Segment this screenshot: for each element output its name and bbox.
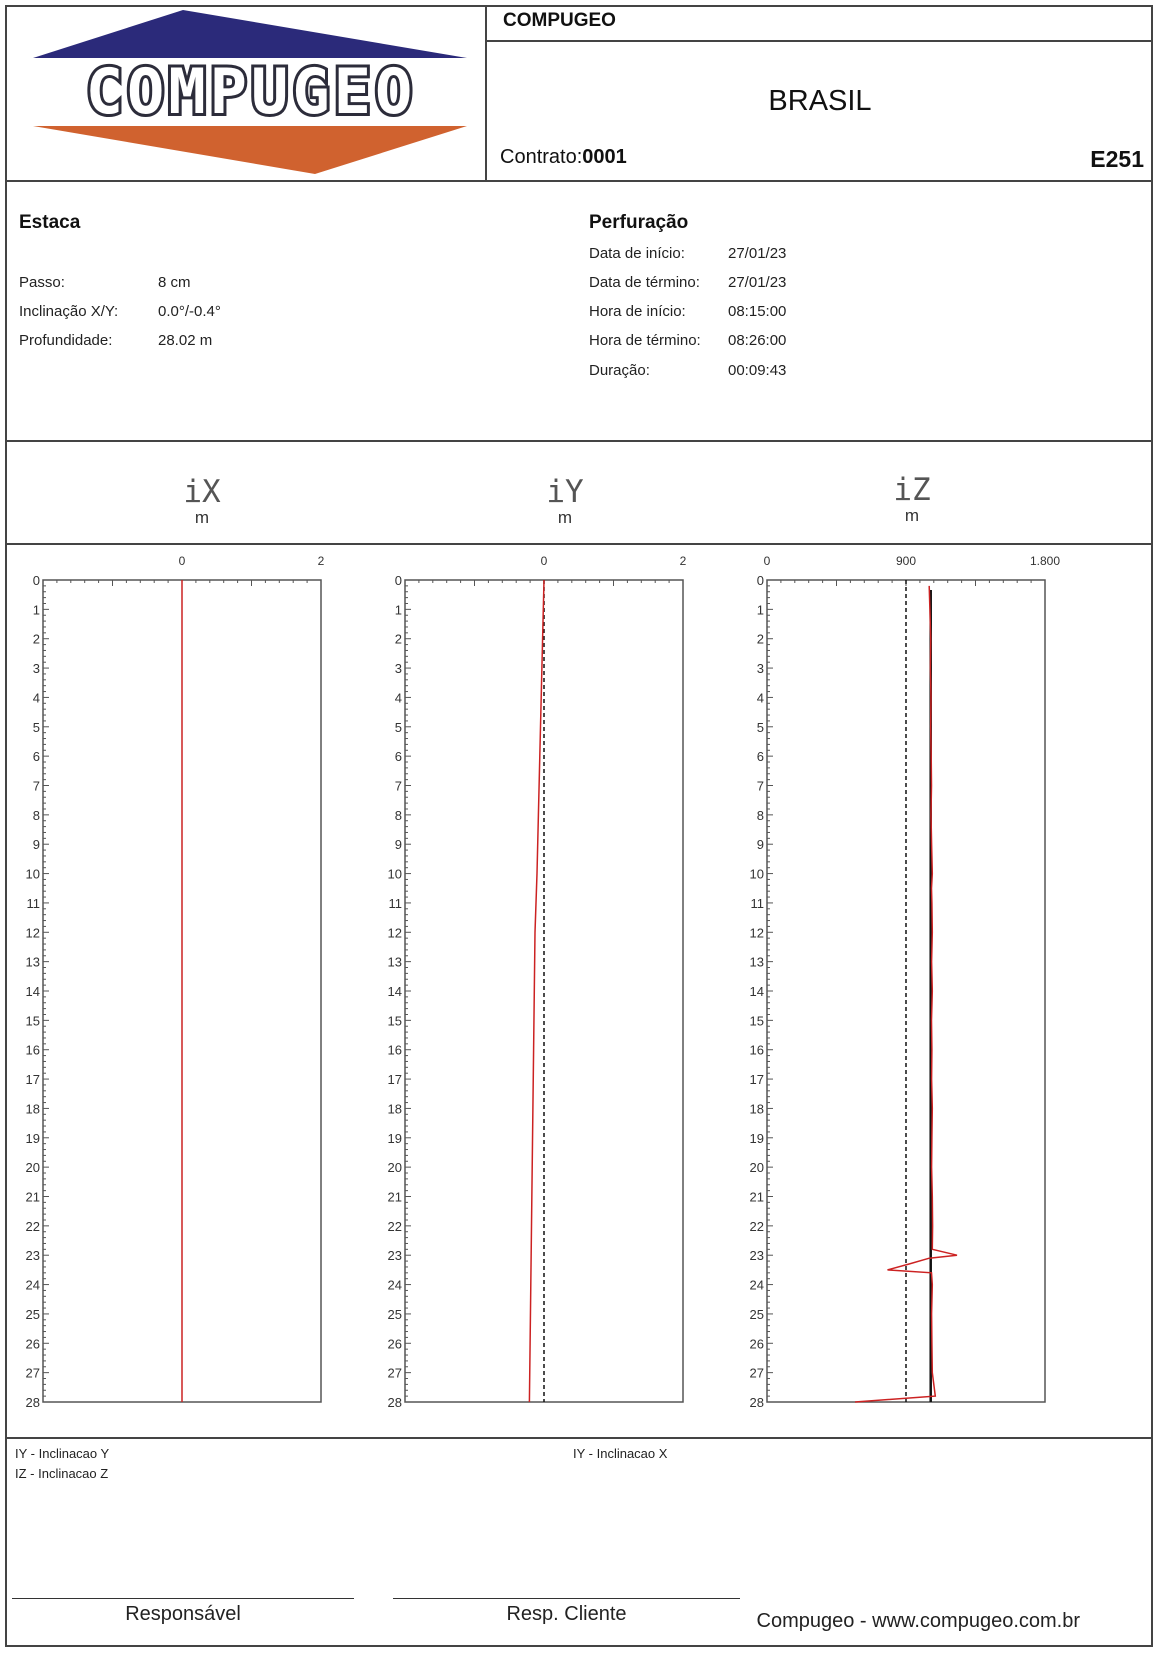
chart-iy-x-tick-label: 2 (679, 554, 687, 568)
footer-website: Compugeo - www.compugeo.com.br (756, 1610, 1080, 1632)
perfuracao-title: Perfuração (589, 212, 689, 233)
chart-iy-y-tick-label: 20 (387, 1160, 402, 1176)
estaca-label-profundidade: Profundidade: (19, 332, 113, 349)
chart-iy-frame (405, 580, 683, 1402)
chart-ix-y-tick-label: 20 (25, 1160, 40, 1176)
chart-iy-y-tick-label: 5 (394, 719, 402, 735)
perfuracao-value-duracao: 00:09:43 (728, 362, 787, 379)
chart-iy-y-tick-label: 17 (387, 1072, 402, 1088)
chart-iy-y-tick-label: 15 (387, 1013, 402, 1029)
chart-iz-y-tick-label: 1 (756, 602, 764, 618)
graph-bottom-rule (5, 1437, 1153, 1439)
chart-iz-y-tick-label: 22 (749, 1218, 764, 1234)
chart-iz-x-tick-label: 1.800 (1029, 554, 1061, 568)
company-name: COMPUGEO (503, 10, 616, 31)
info-bottom-rule (5, 440, 1153, 442)
chart-iy-y-tick-label: 18 (387, 1101, 402, 1117)
chart-iy-y-tick-label: 22 (387, 1218, 402, 1234)
graph-unit-iy: m (557, 508, 573, 527)
perfuracao-value-hora-termino: 08:26:00 (728, 332, 787, 349)
chart-iy-y-tick-label: 13 (387, 954, 402, 970)
chart-iy-y-tick-label: 27 (387, 1365, 402, 1381)
header-bottom-rule (5, 180, 1153, 182)
chart-iy-y-tick-label: 3 (394, 661, 402, 677)
chart-iy-y-tick-label: 28 (387, 1395, 402, 1410)
perfuracao-label-duracao: Duração: (589, 362, 650, 379)
chart-iy-y-tick-label: 21 (387, 1189, 402, 1205)
chart-iz-y-tick-label: 7 (756, 778, 764, 794)
legend-line-1: IY - Inclinacao Y (15, 1446, 110, 1461)
chart-iy-x-tick-label: 0 (540, 554, 548, 568)
chart-iy-y-tick-label: 14 (387, 984, 402, 999)
perfuracao-value-data-inicio: 27/01/23 (728, 245, 787, 262)
estaca-label-inclinacao: Inclinação X/Y: (19, 303, 119, 320)
chart-iz-y-tick-label: 9 (756, 837, 764, 853)
estaca-label-passo: Passo: (19, 274, 65, 291)
chart-ix-y-tick-label: 11 (26, 895, 40, 911)
signature-line-cliente (393, 1598, 740, 1599)
chart-iz-y-tick-label: 26 (749, 1336, 764, 1352)
chart-iy-y-tick-label: 1 (394, 602, 402, 618)
chart-iz-y-tick-label: 2 (756, 631, 764, 647)
signature-label-cliente: Resp. Cliente (506, 1603, 627, 1625)
chart-iz-y-tick-label: 0 (756, 573, 764, 588)
header-divider-company (485, 40, 1153, 42)
chart-ix-y-tick-label: 13 (25, 954, 40, 970)
graph-title-iy: iY (546, 474, 584, 510)
chart-iz-y-tick-label: 12 (749, 925, 764, 941)
chart-ix-y-tick-label: 15 (25, 1013, 40, 1029)
estaca-title: Estaca (19, 212, 81, 233)
logo-text: COMPUGEO (85, 55, 417, 128)
chart-ix-y-tick-label: 12 (25, 925, 40, 941)
chart-ix-y-tick-label: 8 (32, 807, 40, 823)
chart-iy-y-tick-label: 26 (387, 1336, 402, 1352)
chart-iy-y-tick-label: 9 (394, 837, 402, 853)
chart-ix-y-tick-label: 24 (25, 1277, 40, 1293)
chart-ix-y-tick-label: 10 (25, 866, 40, 882)
chart-iy-y-tick-label: 19 (387, 1130, 402, 1146)
perfuracao-label-hora-inicio: Hora de início: (589, 303, 686, 320)
perfuracao-label-hora-termino: Hora de término: (589, 332, 701, 349)
chart-iz-y-tick-label: 8 (756, 807, 764, 823)
chart-iy-y-tick-label: 7 (394, 778, 402, 794)
chart-iy-y-tick-label: 0 (394, 573, 402, 588)
inclination-charts (0, 545, 1160, 1435)
chart-iz-y-tick-label: 4 (756, 690, 764, 706)
chart-ix-y-tick-label: 21 (25, 1189, 40, 1205)
chart-iy-y-tick-label: 4 (394, 690, 402, 706)
perfuracao-label-data-inicio: Data de início: (589, 245, 685, 262)
legend-line-2: IZ - Inclinacao Z (15, 1466, 109, 1481)
chart-ix-y-tick-label: 4 (32, 690, 40, 706)
chart-ix-y-tick-label: 14 (25, 984, 40, 999)
chart-iy-y-tick-label: 16 (387, 1042, 402, 1058)
chart-iz-y-tick-label: 28 (749, 1395, 764, 1410)
country-name: BRASIL (768, 85, 872, 117)
chart-iy-y-tick-label: 23 (387, 1248, 402, 1264)
chart-ix-y-tick-label: 18 (25, 1101, 40, 1117)
chart-iz-y-tick-label: 17 (749, 1072, 764, 1088)
contract-value: 0001 (582, 146, 627, 168)
chart-ix-y-tick-label: 23 (25, 1248, 40, 1264)
chart-iz-y-tick-label: 13 (749, 954, 764, 970)
chart-ix-x-tick-label: 0 (178, 554, 186, 568)
chart-ix-y-tick-label: 25 (25, 1306, 40, 1322)
chart-ix-y-tick-label: 19 (25, 1130, 40, 1146)
chart-iy-y-tick-label: 10 (387, 866, 402, 882)
estaca-value-profundidade: 28.02 m (158, 332, 213, 349)
chart-iz-y-tick-label: 15 (749, 1013, 764, 1029)
chart-iy-y-tick-label: 2 (394, 631, 402, 647)
chart-iz-y-tick-label: 18 (749, 1101, 764, 1117)
chart-iy-y-tick-label: 25 (387, 1306, 402, 1322)
header-divider-vertical (485, 5, 487, 182)
chart-ix-y-tick-label: 1 (32, 602, 40, 618)
perfuracao-value-data-termino: 27/01/23 (728, 274, 787, 291)
contract-label: Contrato: (500, 146, 583, 168)
chart-ix-y-tick-label: 27 (25, 1365, 40, 1381)
graph-unit-ix: m (194, 508, 210, 527)
estaca-value-inclinacao: 0.0°/-0.4° (158, 303, 221, 320)
chart-ix-x-tick-label: 2 (317, 554, 325, 568)
chart-iz-y-tick-label: 6 (756, 749, 764, 765)
chart-ix-y-tick-label: 0 (32, 573, 40, 588)
contract (500, 146, 627, 169)
chart-iz-y-tick-label: 5 (756, 719, 764, 735)
chart-iy-y-tick-label: 24 (387, 1277, 402, 1293)
signature-line-responsavel (12, 1598, 354, 1599)
chart-iz-frame (767, 580, 1045, 1402)
compugeo-logo (25, 8, 480, 178)
chart-ix-y-tick-label: 16 (25, 1042, 40, 1058)
chart-ix-y-tick-label: 6 (32, 749, 40, 765)
chart-ix-y-tick-label: 17 (25, 1072, 40, 1088)
chart-iy-y-tick-label: 6 (394, 749, 402, 765)
chart-iz-x-tick-label: 900 (895, 554, 917, 568)
chart-iz-y-tick-label: 25 (749, 1306, 764, 1322)
chart-iz-y-tick-label: 23 (749, 1248, 764, 1264)
signature-label-responsavel: Responsável (125, 1603, 241, 1625)
perfuracao-label-data-termino: Data de término: (589, 274, 700, 291)
perfuracao-value-hora-inicio: 08:15:00 (728, 303, 787, 320)
chart-ix-y-tick-label: 9 (32, 837, 40, 853)
report-code: E251 (1090, 146, 1144, 172)
legend-line-3: IY - Inclinacao X (573, 1446, 668, 1461)
chart-iz-y-tick-label: 27 (749, 1365, 764, 1381)
chart-iz-y-tick-label: 16 (749, 1042, 764, 1058)
chart-iz-y-tick-label: 21 (749, 1189, 764, 1205)
graph-unit-iz: m (904, 506, 920, 525)
chart-ix-y-tick-label: 5 (32, 719, 40, 735)
chart-iy-y-tick-label: 11 (388, 895, 402, 911)
chart-iz-y-tick-label: 19 (749, 1130, 764, 1146)
graph-title-iz: iZ (893, 472, 931, 508)
chart-iz-y-tick-label: 10 (749, 866, 764, 882)
chart-ix-y-tick-label: 2 (32, 631, 40, 647)
chart-iz-y-tick-label: 3 (756, 661, 764, 677)
chart-iz-y-tick-label: 24 (749, 1277, 764, 1293)
chart-ix-y-tick-label: 7 (32, 778, 40, 794)
chart-ix-y-tick-label: 26 (25, 1336, 40, 1352)
chart-iy-series-line (529, 580, 544, 1402)
chart-ix-y-tick-label: 3 (32, 661, 40, 677)
chart-iy-y-tick-label: 12 (387, 925, 402, 941)
chart-iz-y-tick-label: 11 (750, 895, 764, 911)
chart-iz-y-tick-label: 20 (749, 1160, 764, 1176)
chart-ix-y-tick-label: 28 (25, 1395, 40, 1410)
estaca-value-passo: 8 cm (158, 274, 191, 291)
chart-iz-y-tick-label: 14 (749, 984, 764, 999)
graph-title-ix: iX (183, 474, 221, 510)
chart-iz-x-tick-label: 0 (763, 554, 771, 568)
chart-ix-y-tick-label: 22 (25, 1218, 40, 1234)
chart-iy-y-tick-label: 8 (394, 807, 402, 823)
